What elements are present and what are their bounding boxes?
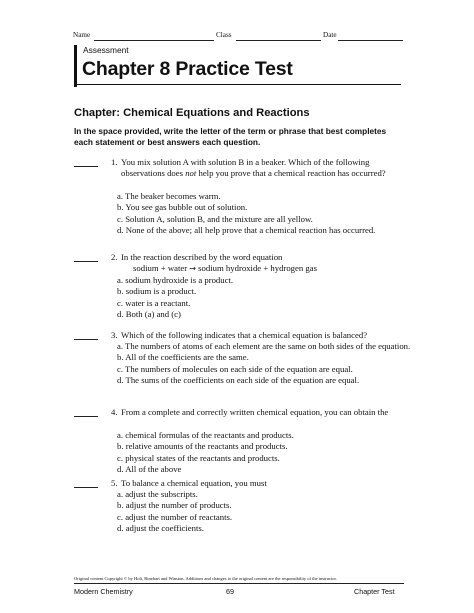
footer-book-title: Modern Chemistry	[74, 587, 133, 596]
option-a: a. The numbers of atoms of each element are the same on both sides of the equation.	[117, 341, 411, 351]
name-label: Name	[73, 31, 91, 39]
option-d: d. None of the above; all help prove that a chemical reaction has occurred.	[117, 225, 376, 236]
option-a: a. sodium hydroxide is a product.	[117, 275, 234, 285]
option-b: b. You see gas bubble out of solution.	[117, 202, 248, 213]
options-list	[117, 430, 412, 476]
question-stem: You mix solution A with solution B in a beaker. Which of the following observations does not help you prove that a chemical reaction has occurred?	[121, 157, 386, 179]
footer-section: Chapter Test	[354, 587, 395, 596]
option-b: b. All of the coefficients are the same.	[117, 352, 249, 363]
question-number: 5.	[111, 478, 118, 488]
answer-blank-5[interactable]	[74, 487, 98, 488]
option-d: d. adjust the coefficients.	[117, 523, 204, 534]
class-label: Class	[216, 31, 232, 39]
option-a: a. adjust the subscripts.	[117, 489, 198, 499]
page-number: 69	[226, 587, 234, 596]
banner-bar	[74, 45, 77, 87]
option-a: a. The beaker becomes warm.	[117, 191, 221, 201]
assessment-label: Assessment	[83, 45, 129, 55]
question-number: 4.	[111, 407, 118, 417]
option-c: c. adjust the number of reactants.	[117, 511, 233, 522]
question-number: 1.	[111, 157, 118, 167]
question-stem: In the reaction described by the word equation sodium + water → sodium hydroxide + hydrogen gas	[121, 252, 411, 275]
option-d: d. The sums of the coefficients on each side of the equation are equal.	[117, 375, 360, 386]
options-list	[117, 191, 412, 237]
answer-blank-1[interactable]	[74, 166, 98, 167]
options-list	[117, 341, 412, 387]
option-c: c. water is a reactant.	[117, 297, 191, 308]
question-stem: From a complete and correctly written chemical equation, you can obtain the	[121, 407, 389, 417]
option-b: b. relative amounts of the reactants and products.	[117, 441, 288, 452]
chapter-heading: Chapter: Chemical Equations and Reactions	[74, 107, 310, 119]
emphasis-not: not	[185, 168, 197, 179]
options-list	[117, 489, 412, 535]
class-blank[interactable]	[236, 40, 321, 41]
question-stem: To balance a chemical equation, you must	[121, 478, 267, 488]
answer-blank-2[interactable]	[74, 261, 98, 262]
word-equation: sodium + water → sodium hydroxide + hydrogen gas	[133, 263, 317, 274]
answer-blank-4[interactable]	[74, 416, 98, 417]
option-c: c. Solution A, solution B, and the mixture are all yellow.	[117, 213, 313, 224]
question-stem: Which of the following indicates that a chemical equation is balanced?	[121, 330, 368, 340]
student-info-line	[73, 31, 403, 43]
options-list	[117, 275, 412, 321]
page-title: Chapter 8 Practice Test	[82, 58, 293, 80]
name-blank[interactable]	[94, 40, 214, 41]
date-blank[interactable]	[338, 40, 403, 41]
option-a: a. chemical formulas of the reactants and products.	[117, 430, 294, 440]
instructions: In the space provided, write the letter of the term or phrase that best completes each statement or best answers each question.	[74, 126, 387, 147]
question-number: 3.	[111, 330, 118, 340]
option-b: b. sodium is a product.	[117, 286, 197, 297]
question-number: 2.	[111, 252, 118, 262]
footer-rule	[74, 583, 404, 584]
option-c: c. physical states of the reactants and products.	[117, 452, 280, 463]
option-d: d. Both (a) and (c)	[117, 309, 181, 320]
copyright-notice: Original content Copyright © by Holt, Rinehart and Winston. Additions and changes to the original content are the responsibility of the instructor.	[74, 576, 337, 581]
option-c: c. The numbers of molecules on each side of the equation are equal.	[117, 363, 353, 374]
option-b: b. adjust the number of products.	[117, 500, 232, 511]
option-d: d. All of the above	[117, 464, 182, 475]
date-label: Date	[323, 31, 337, 39]
title-underline	[74, 84, 401, 85]
answer-blank-3[interactable]	[74, 339, 98, 340]
reaction-arrow-icon: →	[189, 264, 196, 274]
